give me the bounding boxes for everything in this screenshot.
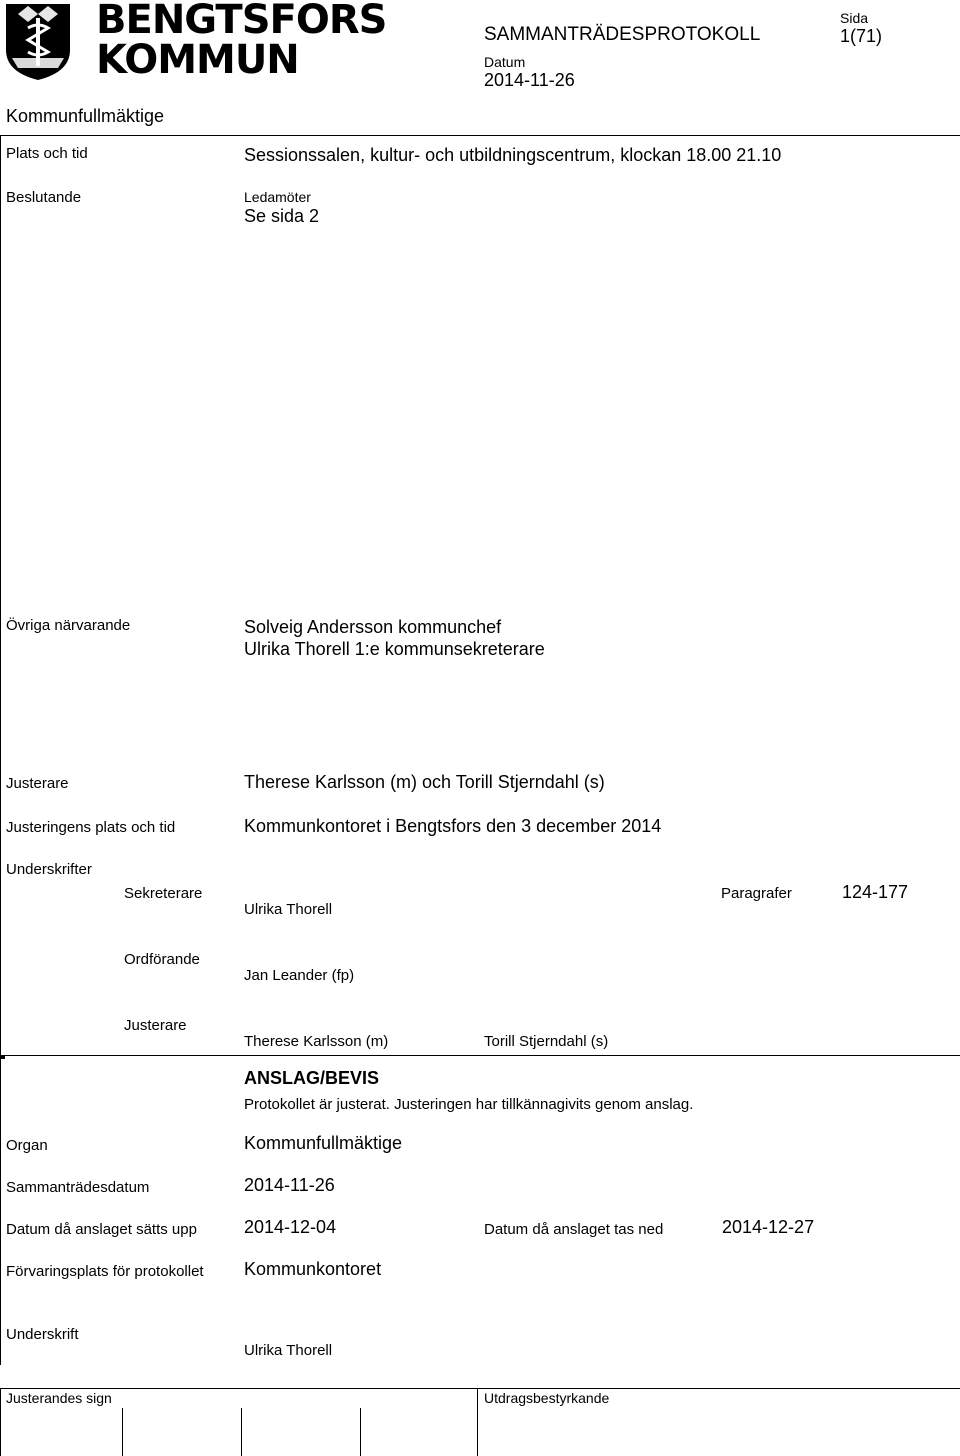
logo-line-2: KOMMUN — [96, 37, 299, 83]
left-border — [0, 135, 1, 1365]
justerare-value: Therese Karlsson (m) och Torill Stjerndahl (s) — [244, 772, 605, 792]
paragrafer-label: Paragrafer — [721, 885, 792, 902]
sign-box-divider — [122, 1408, 123, 1456]
justerare-name-2: Torill Stjerndahl (s) — [484, 1033, 609, 1050]
justeringens-value: Kommunkontoret i Bengtsfors den 3 december 2014 — [244, 816, 662, 836]
beslutande-label: Beslutande — [6, 189, 82, 206]
ledamoter-value: Se sida 2 — [244, 206, 320, 226]
plats-value: Sessionssalen, kultur- och utbildningscentrum, klockan 18.00 21.10 — [244, 145, 782, 165]
underskrift-label: Underskrift — [6, 1326, 79, 1343]
ovriga-label: Övriga närvarande — [6, 617, 131, 634]
justeringens-label: Justeringens plats och tid — [6, 819, 176, 836]
ovriga-item: Solveig Andersson kommunchef — [244, 617, 502, 637]
anslag-subtitle: Protokollet är justerat. Justeringen har tillkännagivits genom anslag. — [244, 1096, 694, 1113]
sekreterare-name: Ulrika Thorell — [244, 901, 333, 918]
footer-left-line — [0, 1388, 1, 1456]
anslag-title: ANSLAG/BEVIS — [244, 1068, 380, 1088]
ordforande-name: Jan Leander (fp) — [244, 967, 355, 984]
justerare-label: Justerare — [6, 775, 69, 792]
underskrift-name: Ulrika Thorell — [244, 1342, 333, 1359]
footer-mid-line — [477, 1388, 478, 1456]
sida-value: 1(71) — [840, 26, 883, 46]
sign-box-divider — [360, 1408, 361, 1456]
sign-box-divider — [241, 1408, 242, 1456]
ovriga-item: Ulrika Thorell 1:e kommunsekreterare — [244, 639, 545, 659]
body-name: Kommunfullmäktige — [6, 106, 165, 126]
coat-of-arms-icon — [4, 2, 72, 82]
anslag-divider — [0, 1055, 960, 1056]
datum-value: 2014-11-26 — [484, 70, 575, 90]
paragrafer-value: 124-177 — [842, 882, 909, 902]
justerare-sign-label: Justerare — [124, 1017, 187, 1034]
ledamoter-label: Ledamöter — [244, 189, 311, 205]
sammantradesdatum-value: 2014-11-26 — [244, 1175, 335, 1195]
forvaringsplats-value: Kommunkontoret — [244, 1259, 382, 1279]
sida-label: Sida — [840, 10, 869, 26]
justerandes-sign-label: Justerandes sign — [6, 1390, 112, 1406]
tas-ned-label: Datum då anslaget tas ned — [484, 1221, 664, 1238]
anslag-divider-tick — [0, 1055, 5, 1059]
sekreterare-label: Sekreterare — [124, 885, 203, 902]
footer-top-line — [0, 1388, 960, 1389]
forvaringsplats-label: Förvaringsplats för protokollet — [6, 1263, 204, 1280]
underskrifter-label: Underskrifter — [6, 861, 92, 878]
plats-label: Plats och tid — [6, 145, 88, 162]
organ-label: Organ — [6, 1137, 48, 1154]
sammantradesdatum-label: Sammanträdesdatum — [6, 1179, 150, 1196]
satts-upp-value: 2014-12-04 — [244, 1217, 337, 1237]
ordforande-label: Ordförande — [124, 951, 200, 968]
justerare-name-1: Therese Karlsson (m) — [244, 1033, 389, 1050]
header-divider — [0, 135, 960, 136]
tas-ned-value: 2014-12-27 — [722, 1217, 815, 1237]
logo-line-1: BENGTSFORS — [96, 0, 387, 43]
document-type: SAMMANTRÄDESPROTOKOLL — [484, 24, 761, 45]
organ-value: Kommunfullmäktige — [244, 1133, 403, 1153]
satts-upp-label: Datum då anslaget sätts upp — [6, 1221, 197, 1238]
datum-label: Datum — [484, 54, 526, 70]
utdragsbestyrkande-label: Utdragsbestyrkande — [484, 1390, 610, 1406]
